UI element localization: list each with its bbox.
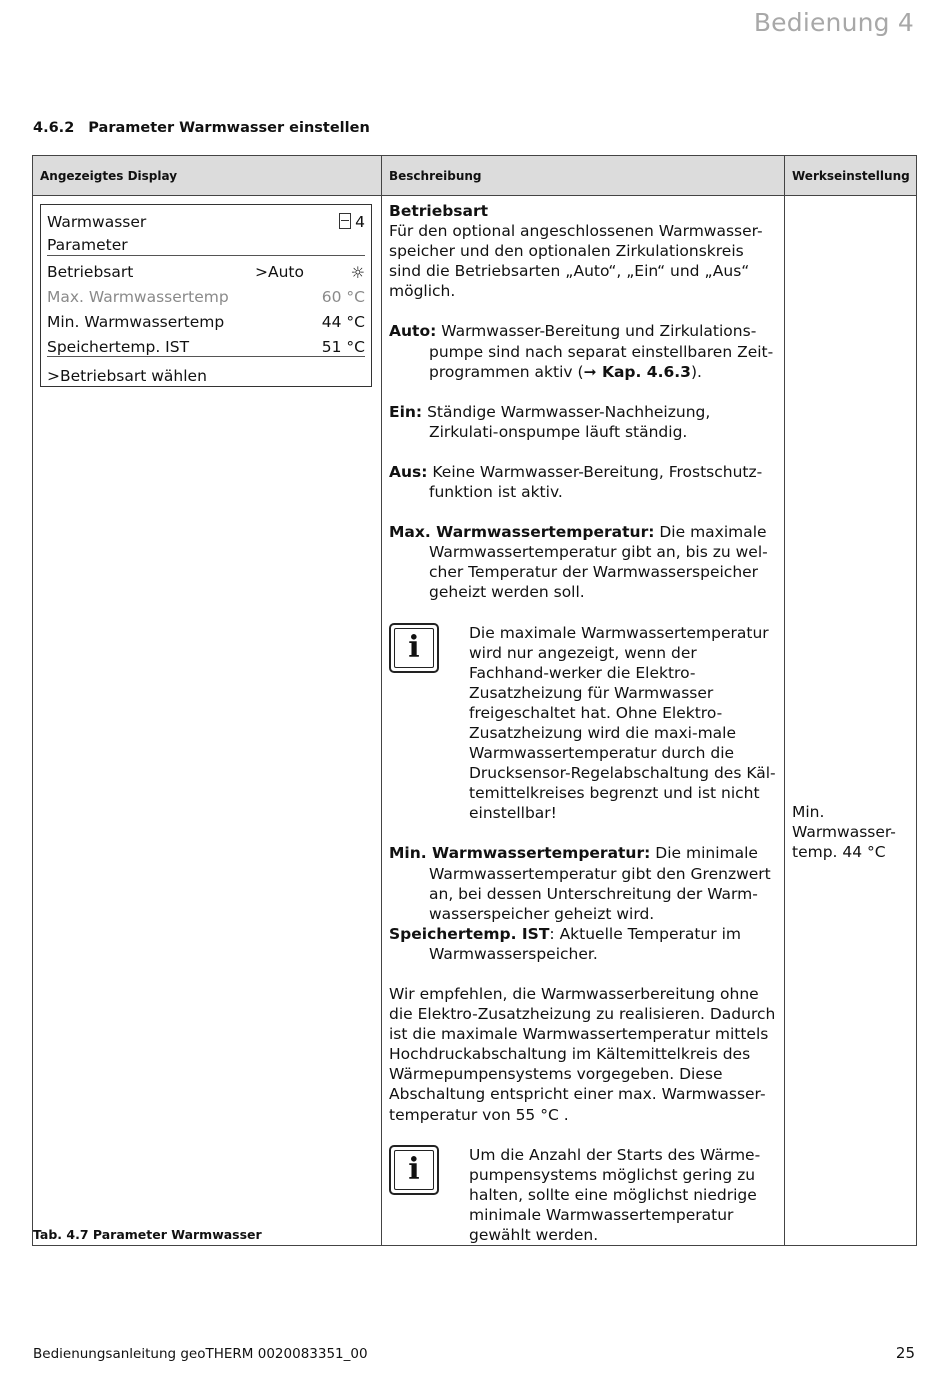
storage-temp-label: Speichertemp. IST: [389, 924, 550, 943]
aus-label: Aus:: [389, 462, 428, 481]
chapter-header: Bedienung 4: [753, 8, 914, 37]
display-row-value: 60 °C: [321, 288, 365, 306]
display-row-label: Max. Warmwassertemp: [47, 288, 229, 306]
min-temp-label: Min. Warmwassertemperatur:: [389, 844, 651, 863]
display-row-label: Min. Warmwassertemp: [47, 313, 225, 331]
max-temp-label: Max. Warmwassertemperatur:: [389, 523, 655, 542]
chapter-reference[interactable]: ➞ Kap. 4.6.3: [583, 362, 691, 381]
info-note-text: Um die Anzahl der Starts des Wärme-pumpensystems möglichst gering zu halten, sollte eine möglichst niedrige minimale Warmwassertemperatur gewählt werden.: [469, 1145, 761, 1245]
menu-page-icon: [339, 213, 351, 229]
table-caption: Tab. 4.7 Parameter Warmwasser: [33, 1227, 262, 1242]
info-icon: i: [389, 1145, 439, 1195]
display-page-number: 4: [355, 213, 365, 231]
header-default: Werkseinstellung: [785, 156, 917, 196]
info-note: [389, 623, 778, 824]
default-cell: [785, 196, 917, 1246]
display-title-row: [47, 211, 365, 233]
table-header-row: [33, 156, 917, 196]
display-divider: [47, 356, 365, 357]
description-cell: [382, 196, 785, 1246]
section-heading: [33, 120, 370, 136]
auto-paragraph: Auto: Warmwasser-Bereitung und Zirkulations-pumpe sind nach separat einstellbaren Zeit-programmen aktiv (➞ Kap. 4.6.3).: [389, 322, 774, 381]
display-row-value: 44 °C: [321, 313, 365, 331]
display-cell: [33, 196, 382, 1246]
display-row-storage-temp[interactable]: [47, 336, 365, 358]
info-icon: i: [389, 623, 439, 673]
display-panel: [40, 204, 372, 387]
footer-document: Bedienungsanleitung geoTHERM 0020083351_00: [33, 1346, 368, 1362]
display-row-min-temp[interactable]: [47, 311, 365, 333]
description: [382, 196, 784, 1245]
max-temp-paragraph: Max. Warmwassertemperatur: Die maximale Warmwassertemperatur gibt an, bis zu wel-cher Temperatur der Warmwasserspeicher geheizt werden soll.: [389, 523, 768, 602]
display-row-value: 51 °C: [321, 338, 365, 356]
display-row-max-temp[interactable]: [47, 286, 365, 308]
info-note: [389, 1145, 778, 1245]
aus-paragraph: Aus: Keine Warmwasser-Bereitung, Frostschutz-funktion ist aktiv.: [389, 462, 763, 502]
auto-label: Auto:: [389, 322, 437, 341]
betriebsart-heading: Betriebsart: [389, 202, 489, 220]
section-title: Parameter Warmwasser einstellen: [88, 120, 370, 136]
min-temp-paragraph: Min. Warmwassertemperatur: Die minimale Warmwassertemperatur gibt den Grenzwert an, bei dessen Unterschreitung der Warm-wasserspeicher geheizt wird.: [389, 844, 771, 923]
betriebsart-text: Für den optional angeschlossenen Warmwasser-speicher und den optionalen Zirkulationskreis sind die Betriebsarten „Auto“, „Ein“ und „Aus“ möglich.: [389, 222, 763, 301]
recommendation-paragraph: Wir empfehlen, die Warmwasserbereitung ohne die Elektro-Zusatzheizung zu realisieren. Dadurch ist die maximale Warmwassertemperatur mittels Hochdruckabschaltung im Kältemittelkreis des Wärmepumpensystems vorgegeben. Diese Abschaltung entspricht einer max. Warmwasser-temperatur von 55 °C .: [389, 985, 776, 1124]
table-row: [33, 196, 917, 1246]
display-action[interactable]: >Betriebsart wählen: [47, 367, 207, 385]
display-subtitle: Parameter: [47, 236, 128, 254]
section-number: 4.6.2: [33, 120, 75, 136]
display-row-value: >Auto: [255, 263, 304, 281]
ein-label: Ein:: [389, 402, 423, 421]
display-title: Warmwasser: [47, 213, 147, 231]
display-divider: [47, 255, 365, 256]
storage-temp-paragraph: Speichertemp. IST: Aktuelle Temperatur im Warmwasserspeicher.: [389, 924, 741, 963]
ein-paragraph: Ein: Ständige Warmwasser-Nachheizung, Zirkulati-onspumpe läuft ständig.: [389, 402, 711, 441]
display-row-betriebsart[interactable]: [47, 261, 365, 283]
header-description: Beschreibung: [382, 156, 785, 196]
display-page: [339, 211, 365, 233]
display-row-label: Betriebsart: [47, 263, 134, 281]
header-display: Angezeigtes Display: [33, 156, 382, 196]
default-value: Min. Warmwasser-temp. 44 °C: [792, 803, 896, 862]
sun-icon: ☼: [350, 263, 365, 282]
display-row-label: Speichertemp. IST: [47, 338, 190, 356]
footer-page-number: 25: [895, 1344, 915, 1362]
parameter-table: [32, 155, 917, 1246]
info-note-text: Die maximale Warmwassertemperatur wird nur angezeigt, wenn der Fachhand-werker die Elektro-Zusatzheizung für Warmwasser freigeschaltet hat. Ohne Elektro-Zusatzheizung wird die maxi-male Warmwassertemperatur durch die Drucksensor-Regelabschaltung des Käl-temittelkreises begrenzt und ist nicht einstellbar!: [469, 623, 776, 823]
